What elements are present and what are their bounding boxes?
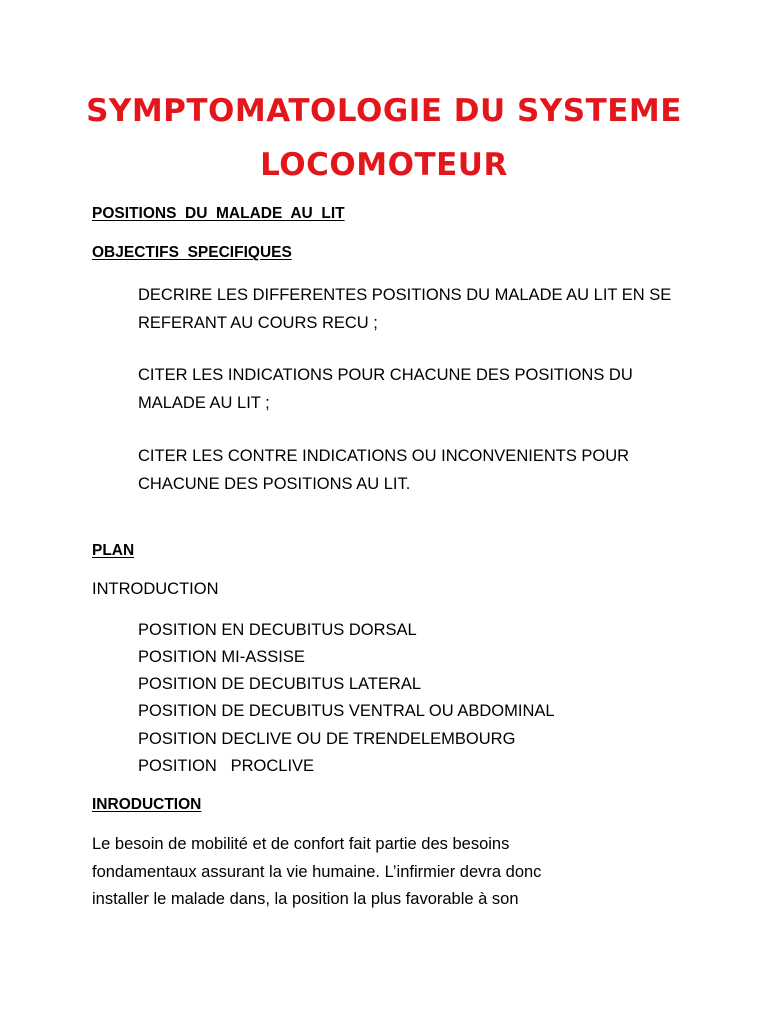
document-title-line-2: LOCOMOTEUR <box>260 147 508 183</box>
paragraph-line-2: fondamentaux assurant la vie humaine. L’infirmier devra donc <box>92 863 542 881</box>
plan-item-3: POSITION DE DECUBITUS LATERAL <box>138 675 421 693</box>
heading-plan: PLAN <box>92 542 135 559</box>
objectif-3-line-2: CHACUNE DES POSITIONS AU LIT. <box>138 475 411 493</box>
plan-item-1: POSITION EN DECUBITUS DORSAL <box>138 621 417 639</box>
paragraph-line-3: installer le malade dans, la position la plus favorable à son <box>92 890 519 908</box>
plan-item-5: POSITION DECLIVE OU DE TRENDELEMBOURG <box>138 730 516 748</box>
paragraph-line-1: Le besoin de mobilité et de confort fait partie des besoins <box>92 835 510 853</box>
plan-introduction: INTRODUCTION <box>92 580 219 598</box>
plan-item-6: POSITION PROCLIVE <box>138 757 315 775</box>
objectif-2-line-2: MALADE AU LIT ; <box>138 394 270 412</box>
objectif-1-line-1: DECRIRE LES DIFFERENTES POSITIONS DU MALADE AU LIT EN SE <box>138 286 672 304</box>
objectif-2-line-1: CITER LES INDICATIONS POUR CHACUNE DES POSITIONS DU <box>138 366 633 384</box>
objectif-1-line-2: REFERANT AU COURS RECU ; <box>138 314 378 332</box>
plan-item-2: POSITION MI-ASSISE <box>138 648 305 666</box>
document-title-line-1: SYMPTOMATOLOGIE DU SYSTEME <box>86 93 682 129</box>
heading-inroduction: INRODUCTION <box>92 796 202 813</box>
plan-item-4: POSITION DE DECUBITUS VENTRAL OU ABDOMINAL <box>138 702 555 720</box>
heading-objectifs: OBJECTIFS SPECIFIQUES <box>92 244 292 261</box>
objectif-3-line-1: CITER LES CONTRE INDICATIONS OU INCONVENIENTS POUR <box>138 447 630 465</box>
heading-positions: POSITIONS DU MALADE AU LIT <box>92 205 345 222</box>
